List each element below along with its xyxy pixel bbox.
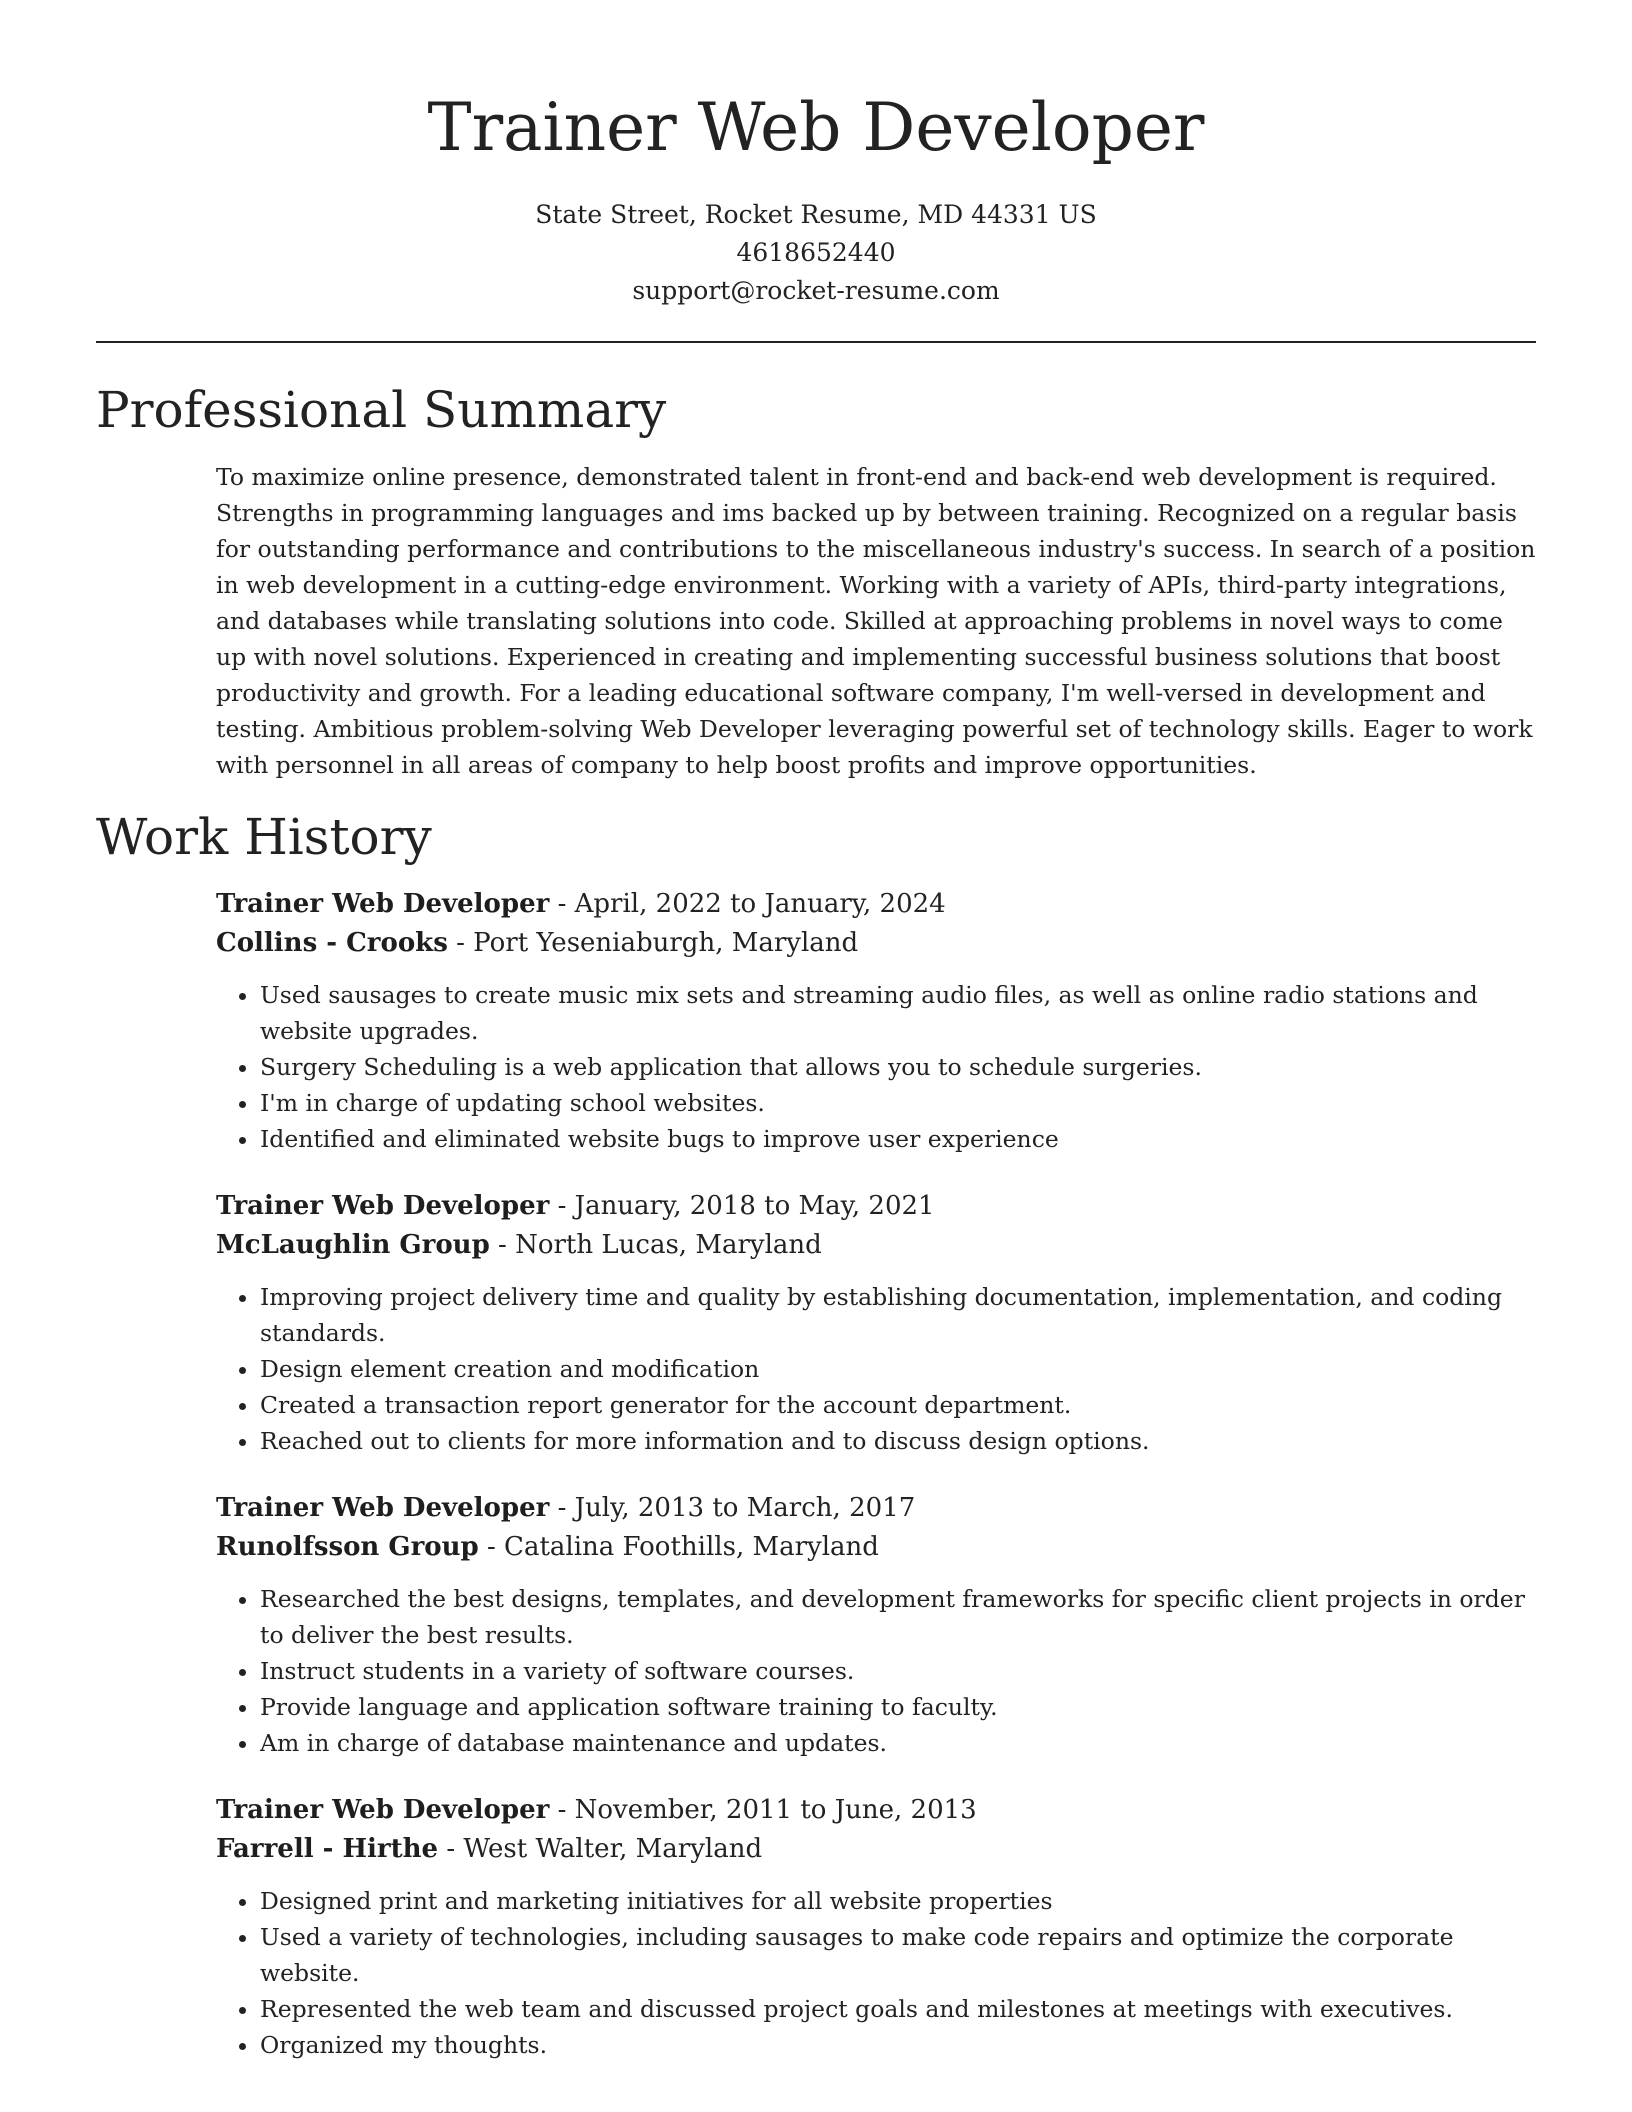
job-role: Trainer Web Developer [216,1493,550,1523]
job-bullet: • Researched the best designs, templates, and development frameworks for specific client projects in order to deliver the best results. [260,1581,1536,1653]
candidate-name: Trainer Web Developer [427,89,1205,166]
job-company: McLaughlin Group [216,1230,490,1260]
work-history-list [216,885,1536,2093]
job-title-line [216,885,1536,924]
job-bullet: • Used a variety of technologies, including sausages to make code repairs and optimize the corporate website. [260,1919,1536,1991]
summary-text: To maximize online presence, demonstrated talent in front-end and back-end web development is required. Strengths in programming languages and ims backed up by between training. Recognized on a regular basis for outstanding performance and contributions to the miscellaneous industry's success. In search of a position in web development in a cutting-edge environment. Working with a variety of APIs, third-party integrations, and databases while translating solutions into code. Skilled at approaching problems in novel ways to come up with novel solutions. Experienced in creating and implementing successful business solutions that boost productivity and growth. For a leading educational software company, I'm well-versed in development and testing. Ambitious problem-solving Web Developer leveraging powerful set of technology skills. Eager to work with personnel in all areas of company to help boost profits and improve opportunities. [216,463,1536,779]
job-bullet: • Am in charge of database maintenance and updates. [260,1725,1536,1761]
job-bullet: • Reached out to clients for more information and to discuss design options. [260,1423,1536,1459]
job-bullet: • Designed print and marketing initiatives for all website properties [260,1883,1536,1919]
job-bullet: • Represented the web team and discussed project goals and milestones at meetings with executives. [260,1991,1536,2027]
summary-heading: Professional Summary [96,381,667,439]
job-role: Trainer Web Developer [216,1795,550,1825]
job-separator: - [549,1795,575,1825]
job-title-line [216,1489,1536,1528]
job-bullets [216,1581,1536,1761]
work-history-heading: Work History [96,808,432,866]
job-location: West Walter, Maryland [463,1834,763,1864]
job-company-line [216,1830,1536,1869]
job-entry [216,885,1536,1157]
job-entry [216,1489,1536,1761]
job-separator: - [549,889,575,919]
job-bullet: • Provide language and application software training to faculty. [260,1689,1536,1725]
job-company: Collins - Crooks [216,928,448,958]
job-separator: - [478,1532,505,1562]
job-title-line [216,1187,1536,1226]
job-bullets [216,1883,1536,2063]
job-bullets [216,977,1536,1157]
job-separator: - [549,1191,575,1221]
job-dates: January, 2018 to May, 2021 [574,1191,935,1221]
job-company-line [216,1528,1536,1567]
job-dates: November, 2011 to June, 2013 [574,1795,977,1825]
job-bullet: • Surgery Scheduling is a web application that allows you to schedule surgeries. [260,1049,1536,1085]
job-company-line [216,924,1536,963]
job-bullet: • Organized my thoughts. [260,2027,1536,2063]
job-separator: - [438,1834,464,1864]
job-separator: - [447,928,474,958]
job-location: Catalina Foothills, Maryland [504,1532,879,1562]
job-separator: - [489,1230,516,1260]
job-role: Trainer Web Developer [216,1191,550,1221]
job-location: Port Yeseniaburgh, Maryland [473,928,859,958]
job-title-line [216,1791,1536,1830]
address-text: State Street, Rocket Resume, MD 44331 US [535,200,1097,229]
job-separator: - [549,1493,575,1523]
job-bullet: • Used sausages to create music mix sets and streaming audio files, as well as online radio stations and website upgrades. [260,977,1536,1049]
job-bullet: • Identified and eliminated website bugs to improve user experience [260,1121,1536,1157]
job-dates: April, 2022 to January, 2024 [574,889,946,919]
job-bullets [216,1279,1536,1459]
job-company: Farrell - Hirthe [216,1834,439,1864]
job-entry [216,1187,1536,1459]
job-dates: July, 2013 to March, 2017 [574,1493,916,1523]
phone-text: 4618652440 [736,238,896,267]
job-bullet: • I'm in charge of updating school websites. [260,1085,1536,1121]
job-bullet: • Design element creation and modification [260,1351,1536,1387]
contact-block [0,196,1632,310]
job-bullet: • Improving project delivery time and quality by establishing documentation, implementation, and coding standards. [260,1279,1536,1351]
resume-header [0,0,1632,310]
job-role: Trainer Web Developer [216,889,550,919]
job-location: North Lucas, Maryland [515,1230,822,1260]
job-company-line [216,1226,1536,1265]
job-company: Runolfsson Group [216,1532,479,1562]
job-bullet: • Instruct students in a variety of software courses. [260,1653,1536,1689]
header-divider [96,341,1536,343]
job-bullet: • Created a transaction report generator for the account department. [260,1387,1536,1423]
job-entry [216,1791,1536,2063]
email-text: support@rocket-resume.com [632,276,1000,305]
